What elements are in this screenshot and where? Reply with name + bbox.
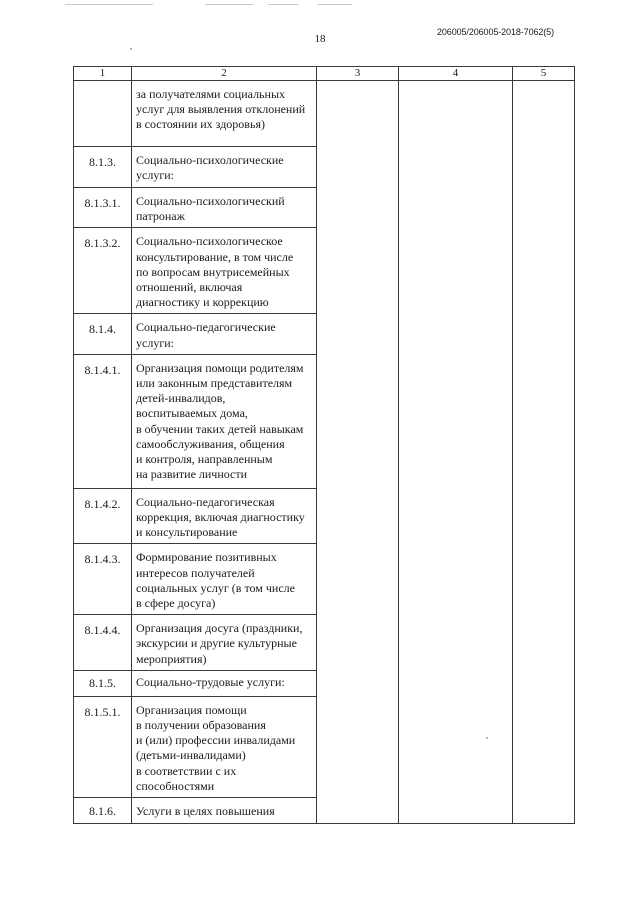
page-number: 18 (314, 33, 326, 45)
row-description: Услуги в целях повышения (132, 798, 317, 824)
scan-artifact-line (268, 4, 298, 5)
row-number: 8.1.3.2. (74, 228, 132, 314)
services-table (73, 66, 575, 824)
column-header: 4 (399, 67, 513, 81)
row-description: Организация помощи в получении образования и (или) профессии инвалидами (детьми-инвалидами) в соответствии с их способностями (132, 696, 317, 797)
row-description: Социально-педагогическая коррекция, включая диагностику и консультирование (132, 488, 317, 544)
row-number: 8.1.3.1. (74, 188, 132, 228)
row-number: 8.1.4. (74, 314, 132, 354)
column-header: 2 (132, 67, 317, 81)
row-description: Социально-психологическое консультирование, в том числе по вопросам внутрисемейных отношений, включая диагностику и коррекцию (132, 228, 317, 314)
column-4-cell (399, 81, 513, 824)
row-number: 8.1.4.1. (74, 354, 132, 488)
row-description: за получателями социальных услуг для выявления отклонений в состоянии их здоровья) (132, 81, 317, 147)
table-row (74, 81, 575, 147)
row-description: Социально-трудовые услуги: (132, 670, 317, 696)
scan-artifact-line (205, 4, 253, 5)
scan-speck (130, 48, 132, 50)
row-number: 8.1.4.3. (74, 544, 132, 615)
column-header: 1 (74, 67, 132, 81)
row-description: Организация помощи родителям или законным представителям детей-инвалидов, воспитываемых дома, в обучении таких детей навыкам самообслуживания, общения и контроля, направленным на развитие личности (132, 354, 317, 488)
column-header: 5 (513, 67, 575, 81)
row-description: Социально-педагогические услуги: (132, 314, 317, 354)
row-number: 8.1.6. (74, 798, 132, 824)
row-number (74, 81, 132, 147)
column-3-cell (317, 81, 399, 824)
table-header-row (74, 67, 575, 81)
column-header: 3 (317, 67, 399, 81)
row-number: 8.1.3. (74, 147, 132, 188)
column-5-cell (513, 81, 575, 824)
row-description: Социально-психологические услуги: (132, 147, 317, 188)
scan-artifact-line (318, 4, 352, 5)
row-description: Организация досуга (праздники, экскурсии и другие культурные мероприятия) (132, 615, 317, 671)
row-number: 8.1.4.4. (74, 615, 132, 671)
row-description: Социально-психологический патронаж (132, 188, 317, 228)
row-number: 8.1.5.1. (74, 696, 132, 797)
row-description: Формирование позитивных интересов получателей социальных услуг (в том числе в сфере досуга) (132, 544, 317, 615)
scan-artifact-line (65, 4, 153, 5)
document-code: 206005/206005-2018-7062(5) (436, 27, 554, 37)
row-number: 8.1.5. (74, 670, 132, 696)
row-number: 8.1.4.2. (74, 488, 132, 544)
